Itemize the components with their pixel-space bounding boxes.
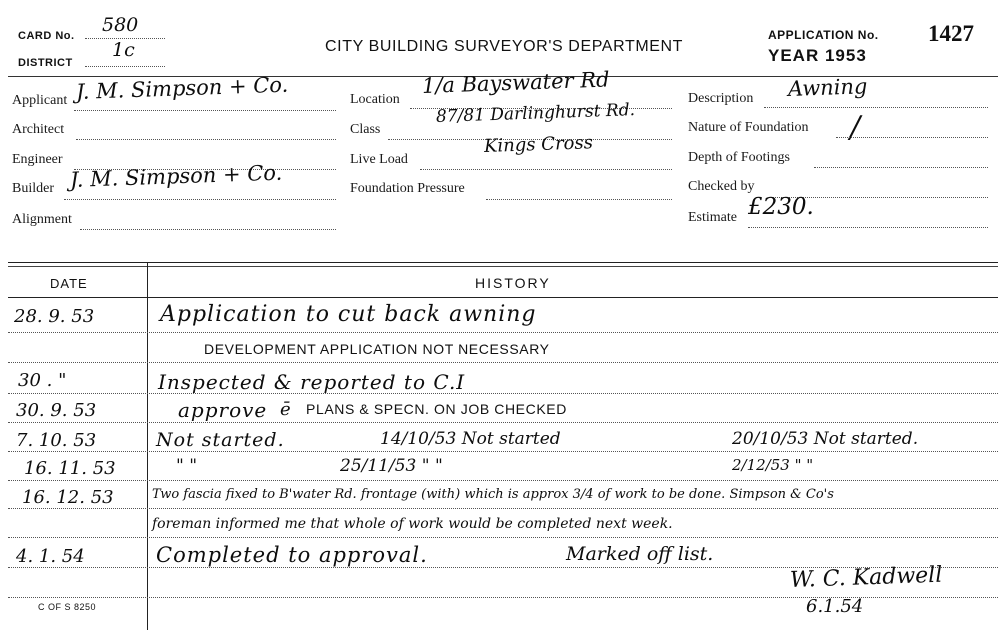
table-top-rule-2 (8, 266, 998, 267)
history-entry: 14/10/53 Not started (380, 429, 561, 449)
nature-of-foundation-mark: / (850, 110, 861, 145)
with-mark: ē (280, 399, 291, 420)
description-line (764, 107, 988, 108)
history-rule (8, 451, 998, 452)
history-date: 4. 1. 54 (16, 546, 85, 567)
history-date: 30 . " (18, 370, 67, 391)
application-label: APPLICATION No. (768, 28, 879, 42)
builder-line (64, 199, 336, 200)
history-date: 28. 9. 53 (14, 306, 95, 327)
alignment-line (80, 229, 336, 230)
live-load-line (420, 169, 672, 170)
history-date: 16. 12. 53 (22, 487, 114, 508)
history-date: 30. 9. 53 (16, 400, 97, 421)
history-entry: Inspected & reported to C.I (158, 370, 466, 394)
history-rule (8, 332, 998, 333)
live-load-label: Live Load (350, 152, 408, 167)
history-entry: 2/12/53 " " (732, 456, 814, 474)
history-entry: Marked off list. (566, 543, 714, 565)
description-label: Description (688, 91, 754, 106)
history-entry: Completed to approval. (156, 543, 428, 567)
history-entry: Two fascia fixed to B'water Rd. frontage (with) which is approx 3/4 of work to be done. Simpson & Co's (152, 487, 834, 502)
builder-label: Builder (12, 181, 54, 196)
nature-of-foundation-label: Nature of Foundation (688, 120, 809, 135)
history-rule (8, 422, 998, 423)
location-value-3: Kings Cross (483, 132, 594, 157)
history-typed-entry: PLANS & SPECN. ON JOB CHECKED (306, 401, 567, 417)
architect-line (76, 139, 336, 140)
foundation-pressure-line (486, 199, 672, 200)
history-column-header: HISTORY (475, 275, 551, 291)
history-date: 16. 11. 53 (24, 458, 116, 479)
history-entry: Application to cut back awning (160, 302, 537, 327)
description-value: Awning (787, 74, 868, 101)
signature-date: 6.1.54 (806, 596, 864, 617)
history-rule (8, 480, 998, 481)
alignment-label: Alignment (12, 212, 72, 227)
history-entry: " " (176, 456, 198, 476)
department-title: CITY BUILDING SURVEYOR'S DEPARTMENT (325, 38, 684, 55)
table-header-rule (8, 297, 998, 298)
estimate-line (748, 227, 988, 228)
form-code: C OF S 8250 (38, 602, 97, 612)
history-rule (8, 537, 998, 538)
nature-of-foundation-line (836, 137, 988, 138)
foundation-pressure-label: Foundation Pressure (350, 181, 465, 196)
depth-of-footings-line (814, 167, 988, 168)
location-value-1: 1/a Bayswater Rd (421, 67, 610, 98)
history-entry: 20/10/53 Not started. (732, 429, 919, 449)
history-entry: Not started. (156, 429, 285, 451)
location-label: Location (350, 92, 400, 107)
district-label: DISTRICT (18, 57, 73, 69)
history-typed-entry: DEVELOPMENT APPLICATION NOT NECESSARY (204, 341, 550, 357)
table-top-rule (8, 262, 998, 263)
application-number: 1427 (928, 21, 974, 46)
estimate-label: Estimate (688, 210, 737, 225)
year-label: YEAR 1953 (768, 46, 867, 65)
district-value: 1c (112, 39, 135, 61)
date-column-header: DATE (50, 276, 88, 291)
applicant-line (74, 110, 336, 111)
history-entry: approve (178, 398, 268, 422)
district-line (85, 66, 165, 67)
card-no-label: CARD No. (18, 30, 75, 42)
architect-label: Architect (12, 122, 65, 137)
history-rule (8, 362, 998, 363)
card-no-value: 580 (102, 14, 139, 36)
builder-value: J. M. Simpson + Co. (69, 160, 283, 192)
history-rule (8, 393, 998, 394)
class-label: Class (350, 122, 381, 137)
applicant-value: J. M. Simpson + Co. (75, 72, 289, 104)
engineer-label: Engineer (12, 152, 63, 167)
history-date: 7. 10. 53 (16, 430, 97, 451)
history-rule (8, 508, 998, 509)
applicant-label: Applicant (12, 93, 68, 108)
depth-of-footings-label: Depth of Footings (688, 150, 790, 165)
estimate-value: £230. (748, 194, 814, 220)
inspector-signature: W. C. Kadwell (789, 562, 943, 593)
location-value-2: 87/81 Darlinghurst Rd. (435, 100, 636, 127)
table-column-divider (147, 262, 148, 630)
history-entry: 25/11/53 " " (340, 456, 443, 476)
checked-by-label: Checked by (688, 179, 755, 194)
history-entry: foreman informed me that whole of work would be completed next week. (152, 516, 673, 532)
